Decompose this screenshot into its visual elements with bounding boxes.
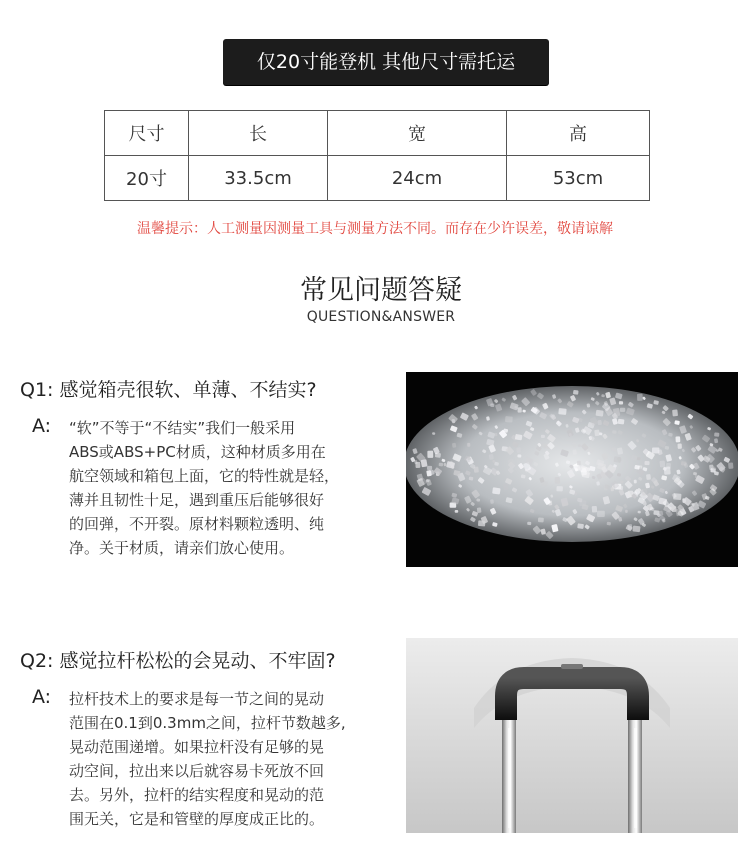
granule [646,474,651,480]
answer-line: 去。另外，拉杆的结实程度和晃动的范 [69,786,325,804]
plastic-granules-illustration [406,372,738,567]
granule [415,462,420,468]
size-table-cell: 33.5cm [189,156,328,201]
granule [673,493,681,500]
answer-1-text [69,416,387,560]
granule [625,510,628,513]
granule [664,466,671,474]
answer-line: 拉杆技术上的要求是每一节之间的晃动 [69,690,325,708]
granule [444,463,447,466]
granule [515,434,523,441]
granule [644,461,649,465]
granule [714,438,718,443]
granule [620,408,625,412]
size-table-cell: 53cm [507,156,650,201]
boarding-size-banner: 仅20寸能登机 其他尺寸需托运 [223,39,549,85]
granule [516,447,521,453]
granule [592,506,598,513]
question-2: Q2: 感觉拉杆松松的会晃动、不牢固? [20,650,336,672]
size-table-cell: 24cm [328,156,507,201]
granule [538,517,544,522]
answer-line: 的回弹，不开裂。原材料颗粒透明、纯 [69,515,325,533]
answer-line: 动空间，拉出来以后就容易卡死放不回 [69,762,325,780]
granule [439,463,444,467]
granule [672,409,678,416]
answer-line: “软”不等于“不结实”我们一般采用 [69,419,296,437]
size-table-header-row [105,111,650,156]
granule [455,510,459,513]
answer-line: 薄并且韧性十足，遇到重压后能够很好 [69,491,325,509]
granule [556,486,562,491]
granule [467,443,470,447]
question-1: Q1: 感觉箱壳很软、单薄、不结实? [20,379,317,401]
granule [577,523,584,529]
granule [637,457,641,460]
granule [492,487,500,494]
granule [541,435,545,438]
granule [503,484,508,490]
size-table-header: 长 [189,111,328,156]
answer-line: ABS或ABS+PC材质，这种材质多用在 [69,443,326,461]
granule [659,460,665,467]
answer-2-text [69,687,387,831]
size-table-cell: 20寸 [105,156,189,201]
granule [505,416,513,423]
granule [517,454,521,457]
size-table-header: 高 [507,111,650,156]
measurement-tip: 温馨提示：人工测量因测量工具与测量方法不同。而存在少许误差，敬请谅解 [137,221,613,237]
answer-line: 净。关于材质，请亲们放心使用。 [69,539,295,557]
granule [572,449,577,455]
granule [517,407,521,413]
trolley-handle-illustration [406,638,738,833]
faq-subtitle: QUESTION&ANSWER [306,309,456,325]
granule [618,486,623,490]
granule [611,447,616,451]
granule [435,453,441,458]
granule [612,430,616,433]
size-table-header: 尺寸 [105,111,189,156]
granule [432,432,435,435]
answer-1-label: A: [32,415,52,437]
answer-line: 围无关，它是和管壁的厚度成正比的。 [69,810,325,828]
granule [652,447,660,453]
granule [494,433,497,437]
granule [452,443,456,448]
granule [573,390,579,395]
granule [577,461,581,466]
granule [619,401,623,404]
granule [594,430,600,437]
granule [558,408,566,415]
size-table [104,110,650,201]
answer-line: 晃动范围递增。如果拉杆没有足够的晃 [69,738,325,756]
granule [477,507,482,513]
granule [596,410,604,417]
granule [632,525,640,532]
granule [597,420,602,425]
granule [578,444,581,447]
granule [638,511,641,514]
granule [490,499,494,504]
granule [728,462,733,469]
granule [677,443,681,448]
granule [637,394,643,401]
plastic-granules-photo [406,372,738,567]
granule [427,466,432,470]
granule [675,436,680,442]
granule [555,477,560,484]
granule [618,419,625,425]
granule [527,522,531,525]
answer-2-label: A: [32,686,52,708]
granule [620,480,624,483]
granule [427,451,433,458]
size-table-header: 宽 [328,111,507,156]
granule [634,480,637,484]
granule [597,511,605,517]
trolley-handle-photo [406,638,738,833]
table-row [105,156,650,201]
faq-title: 常见问题答疑 [300,275,462,306]
answer-line: 航空领域和箱包上面，它的特性就是轻， [69,467,340,485]
answer-line: 范围在0.1到0.3mm之间，拉杆节数越多, [69,714,346,732]
granule [714,432,719,437]
